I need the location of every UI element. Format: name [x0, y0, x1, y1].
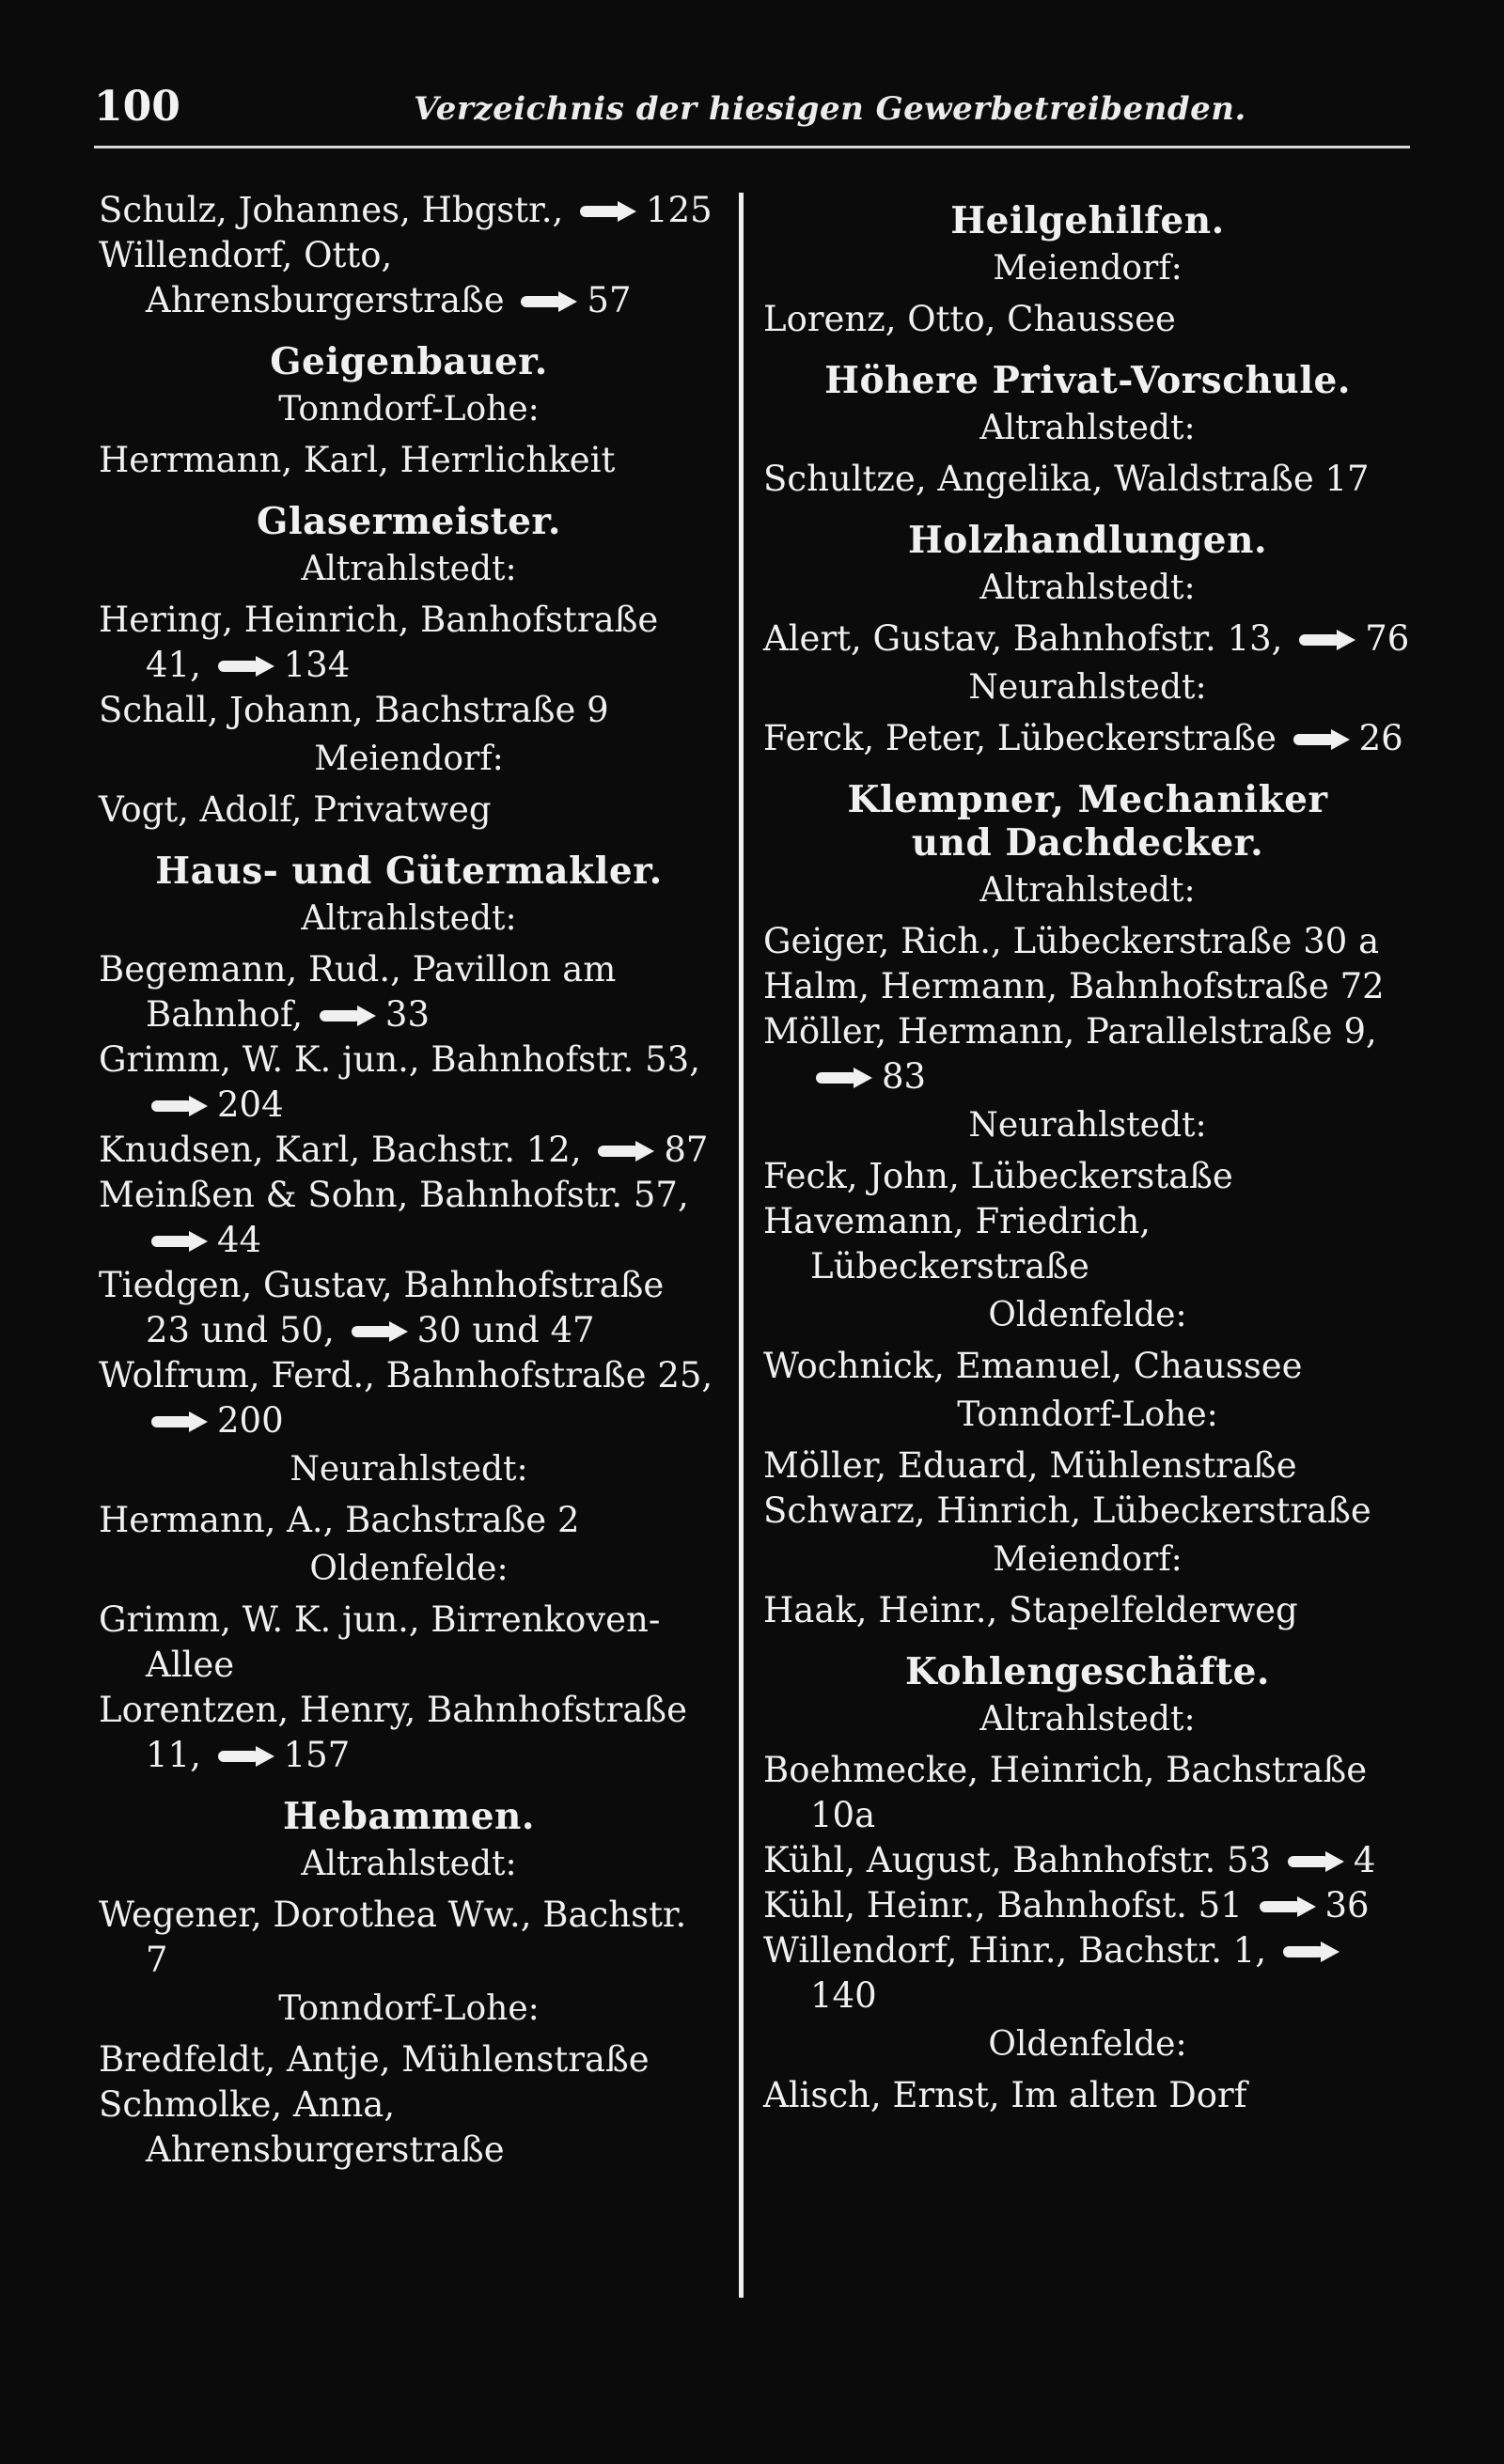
place-heading: Altrahlstedt:	[979, 409, 1196, 447]
place-heading: Oldenfelde:	[309, 1550, 509, 1588]
pointing-hand-icon	[580, 201, 638, 222]
directory-entry	[763, 1344, 1412, 1389]
directory-section	[99, 850, 719, 1778]
telephone-number: 134	[283, 645, 351, 685]
section-heading: Kohlengeschäfte.	[905, 1650, 1270, 1693]
entry-text: Wolfrum, Ferd., Bahnhofstraße 25,	[99, 1355, 713, 1396]
entry-text: Havemann, Friedrich, Lübeckerstraße	[763, 1201, 1152, 1287]
directory-entry	[763, 1489, 1412, 1534]
pointing-hand-icon	[352, 1321, 410, 1342]
directory-entry	[763, 2073, 1412, 2118]
section-heading: Geigenbauer.	[270, 340, 548, 383]
directory-entry	[763, 919, 1412, 964]
entry-text: Halm, Hermann, Bahnhofstraße 72	[763, 966, 1385, 1006]
directory-section	[763, 519, 1412, 761]
entry-text: Feck, John, Lübeckerstaße	[763, 1156, 1233, 1196]
section-heading: Hebammen.	[283, 1795, 535, 1838]
directory-entry	[763, 964, 1412, 1009]
section-heading: Holzhandlungen.	[907, 519, 1268, 562]
place-heading: Altrahlstedt:	[979, 1700, 1196, 1739]
entry-text: Hering, Heinrich, Banhofstraße 41,	[99, 600, 659, 685]
entry-text: Möller, Eduard, Mühlenstraße	[763, 1445, 1297, 1486]
directory-entry	[763, 1154, 1412, 1199]
column-divider	[739, 193, 744, 2298]
place-heading: Neurahlstedt:	[290, 1450, 528, 1489]
pointing-hand-icon	[1293, 729, 1352, 750]
entry-text: Grimm, W. K. jun., Birrenkoven-Allee	[99, 1599, 661, 1685]
pointing-hand-icon	[1283, 1942, 1341, 1962]
entry-text: Boehmecke, Heinrich, Bachstraße 10a	[763, 1750, 1368, 1835]
directory-section	[99, 340, 719, 483]
directory-entry	[763, 616, 1412, 662]
directory-entry	[99, 188, 719, 233]
pointing-hand-icon	[521, 291, 579, 312]
telephone-number: 44	[217, 1220, 262, 1260]
entry-text: Meinßen & Sohn, Bahnhofstr. 57,	[99, 1175, 689, 1215]
telephone-number: 33	[384, 994, 431, 1035]
directory-section	[763, 778, 1412, 1633]
entry-text: Wochnick, Emanuel, Chaussee	[763, 1346, 1303, 1386]
pointing-hand-icon	[598, 1141, 656, 1162]
telephone-number: 140	[810, 1975, 877, 2016]
entry-text: Ferck, Peter, Lübeckerstraße	[763, 718, 1288, 758]
entry-text: Geiger, Rich., Lübeckerstraße 30 a	[763, 921, 1380, 961]
header-rule	[94, 146, 1410, 148]
pointing-hand-icon	[218, 656, 276, 677]
directory-entry	[763, 1009, 1412, 1099]
right-column	[763, 188, 1412, 2135]
directory-entry	[763, 1838, 1412, 1883]
directory-entry	[99, 1688, 719, 1778]
telephone-number: 76	[1365, 618, 1410, 659]
entry-text: Schulz, Johannes, Hbgstr.,	[99, 190, 575, 230]
directory-entry	[763, 1883, 1412, 1928]
entry-text: Schall, Johann, Bachstraße 9	[99, 690, 609, 730]
pointing-hand-icon	[151, 1096, 210, 1116]
place-heading: Neurahlstedt:	[968, 1106, 1207, 1145]
directory-entry	[99, 1263, 719, 1353]
entry-text: Vogt, Adolf, Privatweg	[99, 789, 492, 830]
telephone-number: 36	[1324, 1885, 1370, 1926]
entry-text: Grimm, W. K. jun., Bahnhofstr. 53,	[99, 1039, 700, 1080]
section-heading: Klempner, Mechaniker und Dachdecker.	[847, 778, 1328, 865]
left-column	[99, 188, 719, 2190]
section-heading: Heilgehilfen.	[950, 199, 1225, 242]
entry-text: Kühl, Heinr., Bahnhofst. 51	[763, 1885, 1254, 1926]
entry-text: Lorenz, Otto, Chaussee	[763, 299, 1176, 339]
place-heading: Neurahlstedt:	[968, 668, 1207, 707]
directory-entry	[763, 1748, 1412, 1838]
place-heading: Altrahlstedt:	[301, 550, 517, 588]
directory-entry	[99, 947, 719, 1037]
directory-entry	[99, 2082, 719, 2173]
entry-text: Begemann, Rud., Pavillon am Bahnhof,	[99, 949, 617, 1035]
entry-text: Lorentzen, Henry, Bahnhofstraße 11,	[99, 1690, 687, 1775]
directory-section	[763, 1650, 1412, 2118]
directory-entry	[763, 1588, 1412, 1633]
entry-text: Willendorf, Hinr., Bachstr. 1,	[763, 1930, 1277, 1971]
entry-text: Herrmann, Karl, Herrlichkeit	[99, 440, 616, 480]
directory-entry	[763, 716, 1412, 761]
entry-text: Hermann, A., Bachstraße 2	[99, 1500, 580, 1540]
telephone-number: 57	[587, 280, 632, 320]
entry-text: Haak, Heinr., Stapelfelderweg	[763, 1590, 1298, 1630]
telephone-number: 200	[217, 1400, 284, 1441]
directory-section	[99, 500, 719, 833]
place-heading: Meiendorf:	[993, 249, 1183, 288]
pointing-hand-icon	[1299, 630, 1357, 650]
pointing-hand-icon	[1288, 1851, 1346, 1872]
directory-entry	[99, 788, 719, 833]
place-heading: Altrahlstedt:	[301, 899, 517, 938]
telephone-number: 30 und 47	[416, 1310, 595, 1350]
directory-entry	[99, 1598, 719, 1688]
running-title: Verzeichnis der hiesigen Gewerbetreibenden.	[414, 90, 1246, 128]
place-heading: Altrahlstedt:	[979, 569, 1196, 607]
telephone-number: 125	[646, 190, 713, 230]
place-heading: Tonndorf-Lohe:	[278, 390, 540, 429]
place-heading: Oldenfelde:	[988, 2025, 1187, 2064]
pointing-hand-icon	[218, 1746, 276, 1767]
entry-text: Knudsen, Karl, Bachstr. 12,	[99, 1130, 593, 1170]
section-heading: Haus- und Gütermakler.	[155, 850, 663, 893]
pointing-hand-icon	[151, 1231, 210, 1252]
telephone-number: 204	[217, 1084, 284, 1125]
place-heading: Tonndorf-Lohe:	[957, 1396, 1218, 1434]
pointing-hand-icon	[151, 1411, 210, 1432]
directory-entry	[763, 1199, 1412, 1289]
directory-section	[99, 1795, 719, 2173]
directory-entry	[99, 1037, 719, 1128]
directory-entry	[763, 1928, 1412, 2019]
entry-text: Bredfeldt, Antje, Mühlenstraße	[99, 2039, 650, 2080]
directory-entry	[763, 297, 1412, 342]
directory-entry	[99, 1498, 719, 1543]
entry-text: Schultze, Angelika, Waldstraße 17	[763, 459, 1370, 499]
directory-entry	[763, 1443, 1412, 1489]
directory-entry	[99, 233, 719, 323]
place-heading: Altrahlstedt:	[979, 871, 1196, 910]
directory-section	[763, 359, 1412, 502]
place-heading: Meiendorf:	[314, 740, 504, 778]
place-heading: Altrahlstedt:	[301, 1845, 517, 1883]
directory-entry	[99, 1128, 719, 1173]
page-number: 100	[94, 83, 180, 131]
entry-text: Schwarz, Hinrich, Lübeckerstraße	[763, 1490, 1371, 1531]
telephone-number: 26	[1358, 718, 1403, 758]
pointing-hand-icon	[816, 1068, 874, 1088]
section-heading: Höhere Privat-Vorschule.	[824, 359, 1351, 402]
telephone-number: 157	[283, 1735, 351, 1775]
entry-text: Kühl, August, Bahnhofstr. 53	[763, 1840, 1282, 1880]
entry-text: Willendorf, Otto, Ahrensburgerstraße	[99, 235, 516, 320]
directory-entry	[99, 438, 719, 483]
directory-entry	[99, 1173, 719, 1263]
pointing-hand-icon	[1260, 1896, 1318, 1917]
directory-entry	[99, 2037, 719, 2082]
telephone-number: 4	[1353, 1840, 1376, 1880]
place-heading: Meiendorf:	[993, 1540, 1183, 1579]
page-header	[94, 83, 1410, 139]
pointing-hand-icon	[320, 1006, 378, 1026]
directory-entry	[99, 598, 719, 688]
entry-text: Schmolke, Anna, Ahrensburgerstraße	[99, 2084, 505, 2170]
directory-entry	[763, 457, 1412, 502]
place-heading: Tonndorf-Lohe:	[278, 1989, 540, 2028]
telephone-number: 83	[882, 1056, 927, 1097]
directory-section	[99, 188, 719, 323]
section-heading: Glasermeister.	[257, 500, 561, 543]
entry-text: Möller, Hermann, Parallelstraße 9,	[763, 1011, 1377, 1052]
directory-entry	[99, 1353, 719, 1443]
telephone-number: 87	[664, 1130, 709, 1170]
directory-section	[763, 199, 1412, 342]
directory-entry	[99, 1893, 719, 1983]
entry-text: Alert, Gustav, Bahnhofstr. 13,	[763, 618, 1294, 659]
directory-entry	[99, 688, 719, 733]
entry-text: Wegener, Dorothea Ww., Bachstr. 7	[99, 1895, 687, 1980]
entry-text: Tiedgen, Gustav, Bahnhofstraße 23 und 50,	[99, 1265, 665, 1350]
entry-text: Alisch, Ernst, Im alten Dorf	[763, 2075, 1247, 2115]
place-heading: Oldenfelde:	[988, 1296, 1187, 1334]
